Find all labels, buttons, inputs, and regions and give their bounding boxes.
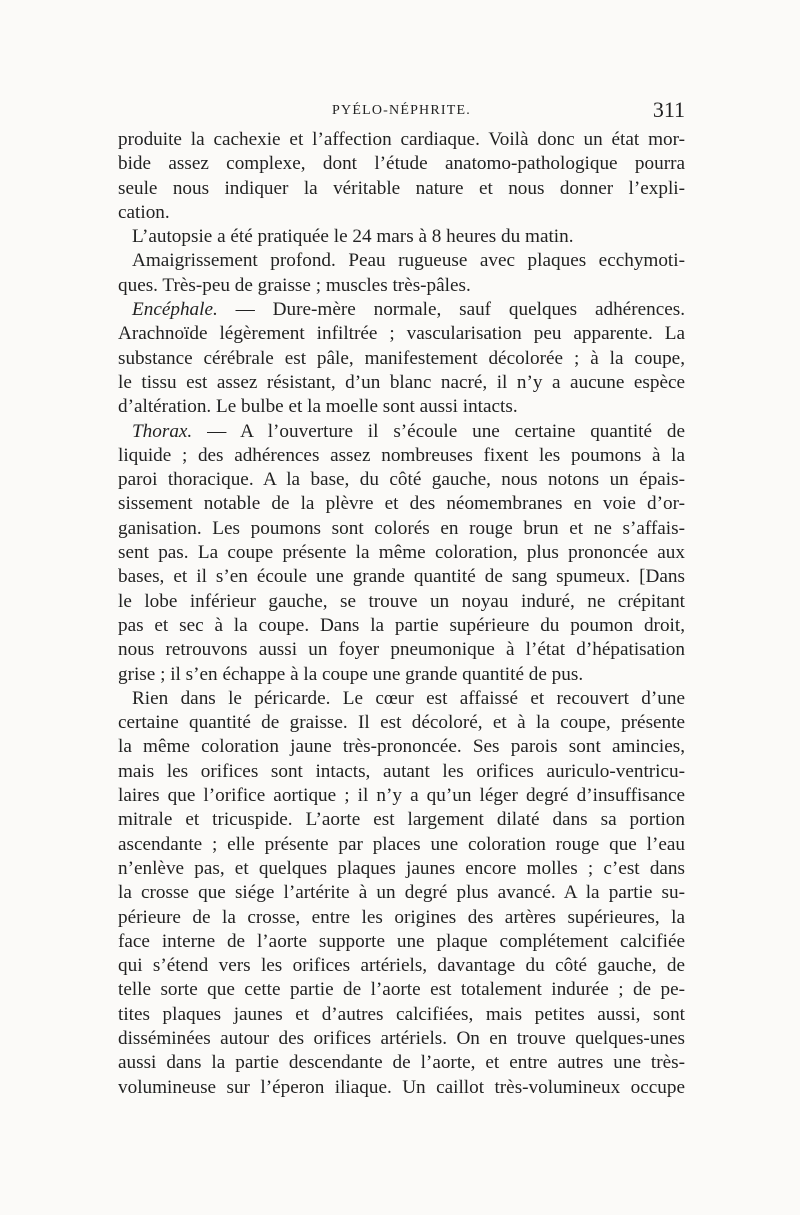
text-line: face interne de l’aorte supporte une plaque complétement calcifiée xyxy=(118,930,685,952)
text-line: produite la cachexie et l’affection cardiaque. Voilà donc un état mor- xyxy=(118,129,685,150)
text-line: liquide ; des adhérences assez nombreuses fixent les poumons à la xyxy=(118,444,685,466)
section-heading-encephale: Encéphale. xyxy=(132,299,218,321)
text-line: sissement notable de la plèvre et des néomembranes en voie d’or- xyxy=(118,493,685,515)
text-line: n’enlève pas, et quelques plaques jaunes encore molles ; c’est dans xyxy=(118,857,685,879)
text-line: qui s’étend vers les orifices artériels, davantage du côté gauche, de xyxy=(118,955,685,977)
text-line: mitrale et tricuspide. L’aorte est largement dilaté dans sa portion xyxy=(118,809,685,831)
text-line: sent pas. La coupe présente la même coloration, plus prononcée aux xyxy=(118,542,685,564)
text-line: tites plaques jaunes et d’autres calcifiées, mais petites aussi, sont xyxy=(118,1003,685,1025)
text-line: volumineuse sur l’éperon iliaque. Un caillot très-volumineux occupe xyxy=(118,1076,685,1098)
running-title: PYÉLO-NÉPHRITE. xyxy=(332,103,471,118)
paragraph-start-line: Amaigrissement profond. Peau rugueuse avec plaques ecchymoti- xyxy=(132,250,685,272)
text-line: périeure de la crosse, entre les origines des artères supérieures, la xyxy=(118,906,685,928)
text-line: aussi dans la partie descendante de l’aorte, et entre autres une très- xyxy=(118,1052,685,1074)
text-line: substance cérébrale est pâle, manifestement décolorée ; à la coupe, xyxy=(118,347,685,369)
text-line: ques. Très-peu de graisse ; muscles très-pâles. xyxy=(118,274,471,296)
text-line: d’altération. Le bulbe et la moelle sont aussi intacts. xyxy=(118,396,518,418)
text-line: bide assez complexe, dont l’étude anatomo-pathologique pourra xyxy=(118,153,685,175)
text-line: cation. xyxy=(118,201,170,223)
text-line: mais les orifices sont intacts, autant les orifices auriculo-ventricu- xyxy=(118,760,685,782)
section-heading-thorax: Thorax. xyxy=(132,420,193,442)
text-line: paroi thoracique. A la base, du côté gauche, nous notons un épais- xyxy=(118,469,685,491)
text-line: grise ; il s’en échappe à la coupe une grande quantité de pus. xyxy=(118,663,584,685)
section-encephale-line: Encéphale. — Dure-mère normale, sauf quelques adhérences. xyxy=(132,299,685,321)
text-line: disséminées autour des orifices artériels. On en trouve quelques-unes xyxy=(118,1027,685,1049)
text-line: telle sorte que cette partie de l’aorte est totalement indurée ; de pe- xyxy=(118,979,685,1001)
text-line: la même coloration jaune très-prononcée. Ses parois sont amincies, xyxy=(118,736,685,758)
text-line: la crosse que siége l’artérite à un degré plus avancé. A la partie su- xyxy=(118,882,685,904)
section-thorax-line: Thorax. — A l’ouverture il s’écoule une certaine quantité de xyxy=(132,420,685,442)
text-line: ganisation. Les poumons sont colorés en rouge brun et ne s’affais- xyxy=(118,517,685,539)
text-line: certaine quantité de graisse. Il est décoloré, et à la coupe, présente xyxy=(118,712,685,734)
paragraph-start-line: L’autopsie a été pratiquée le 24 mars à 8 heures du matin. xyxy=(132,226,574,248)
text-line: pas et sec à la coupe. Dans la partie supérieure du poumon droit, xyxy=(118,614,685,636)
text-line: Arachnoïde légèrement infiltrée ; vascularisation peu apparente. La xyxy=(118,323,685,345)
text-line: nous retrouvons aussi un foyer pneumonique à l’état d’hépatisation xyxy=(118,639,685,661)
paragraph-start-line: Rien dans le péricarde. Le cœur est affaissé et recouvert d’une xyxy=(132,687,685,709)
running-head xyxy=(118,97,685,127)
text-line: le tissu est assez résistant, d’un blanc nacré, il n’y a aucune espèce xyxy=(118,371,685,393)
text-line: ascendante ; elle présente par places une coloration rouge que l’eau xyxy=(118,833,685,855)
text-line: le lobe inférieur gauche, se trouve un noyau induré, ne crépitant xyxy=(118,590,685,612)
text-line: seule nous indiquer la véritable nature et nous donner l’expli- xyxy=(118,177,685,199)
text-line: bases, et il s’en écoule une grande quantité de sang spumeux. [Dans xyxy=(118,566,685,588)
page-number: 311 xyxy=(652,97,685,122)
body-text xyxy=(118,128,685,1100)
text-line: laires que l’orifice aortique ; il n’y a qu’un léger degré d’insuffisance xyxy=(118,785,685,807)
